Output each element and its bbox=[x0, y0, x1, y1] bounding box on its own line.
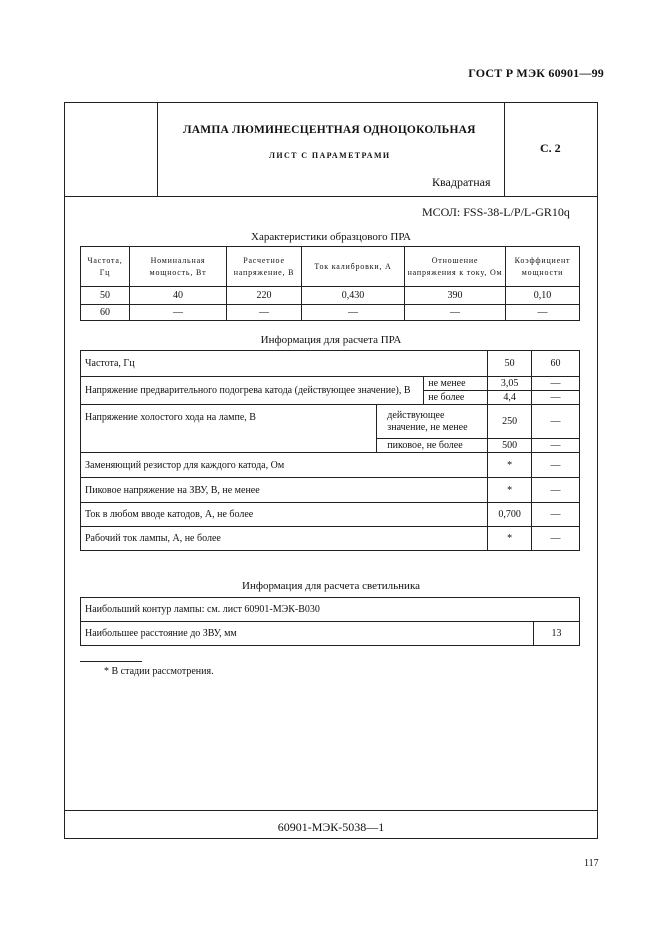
ocv-label: Напряжение холостого хода на лампе, В bbox=[81, 405, 377, 453]
luminaire-table bbox=[80, 597, 580, 646]
row-label: Ток в любом вводе катодов, А, не более bbox=[81, 503, 488, 527]
ocv-rms-50: 250 bbox=[488, 405, 532, 439]
cell: 390 bbox=[405, 287, 506, 305]
table-row bbox=[81, 527, 580, 551]
lamp-title: ЛАМПА ЛЮМИНЕСЦЕНТНАЯ ОДНОЦОКОЛЬНАЯ bbox=[183, 124, 476, 136]
ocv-rms-label: действующее значение, не менее bbox=[377, 405, 488, 439]
page-number: 117 bbox=[584, 858, 599, 869]
ballast-table-caption: Характеристики образцового ПРА bbox=[251, 231, 411, 243]
cell: 50 bbox=[81, 287, 130, 305]
row-value-60: — bbox=[532, 478, 580, 503]
ocv-peak-50: 500 bbox=[488, 439, 532, 453]
title-bottom-line bbox=[65, 196, 597, 197]
row-value-60: — bbox=[532, 503, 580, 527]
header-frequency: Частота, Гц bbox=[81, 247, 130, 287]
row-value-50: * bbox=[488, 453, 532, 478]
distance-label: Наибольшее расстояние до ЗВУ, мм bbox=[81, 622, 534, 646]
ocv-rms-60: — bbox=[532, 405, 580, 439]
sheet-number: 60901-МЭК-5038—1 bbox=[277, 820, 385, 834]
ballast-table bbox=[80, 246, 580, 321]
table-row bbox=[81, 598, 580, 622]
table-row bbox=[81, 453, 580, 478]
freq-50: 50 bbox=[488, 351, 532, 377]
cell: 220 bbox=[227, 287, 302, 305]
ocv-peak-label: пиковое, не более bbox=[377, 439, 488, 453]
footer-top-line bbox=[65, 810, 597, 811]
table-row bbox=[81, 478, 580, 503]
luminaire-table-caption: Информация для расчета светильника bbox=[242, 580, 420, 592]
table-row bbox=[81, 405, 580, 439]
preheat-max-60: — bbox=[532, 391, 580, 405]
table-row bbox=[81, 305, 580, 321]
preheat-min-50: 3,05 bbox=[488, 377, 532, 391]
calc-table-caption: Информация для расчета ПРА bbox=[260, 334, 402, 346]
header-voltage: Расчетное напряжение, В bbox=[227, 247, 302, 287]
cell: — bbox=[130, 305, 227, 321]
table-row bbox=[81, 287, 580, 305]
footnote-rule bbox=[80, 661, 142, 662]
title-divider-left bbox=[157, 103, 158, 196]
preheat-min-label: не менее bbox=[424, 377, 488, 391]
ocv-peak-60: — bbox=[532, 439, 580, 453]
table-row bbox=[81, 351, 580, 377]
document-code: ГОСТ Р МЭК 60901—99 bbox=[468, 66, 604, 80]
footnote: * В стадии рассмотрения. bbox=[104, 666, 214, 677]
contour-info: Наибольший контур лампы: см. лист 60901-МЭК-В030 bbox=[81, 598, 580, 622]
page-label: С. 2 bbox=[540, 141, 561, 155]
table-row bbox=[81, 377, 580, 391]
cell: 0,10 bbox=[506, 287, 580, 305]
row-value-50: * bbox=[488, 478, 532, 503]
header-ratio: Отношение напряжения к току, Ом bbox=[405, 247, 506, 287]
cell: 60 bbox=[81, 305, 130, 321]
lamp-shape: Квадратная bbox=[432, 175, 491, 189]
preheat-min-60: — bbox=[532, 377, 580, 391]
row-value-60: — bbox=[532, 527, 580, 551]
freq-60: 60 bbox=[532, 351, 580, 377]
lamp-designation: МСОЛ: FSS-38-L/P/L-GR10q bbox=[422, 205, 570, 219]
row-value-50: 0,700 bbox=[488, 503, 532, 527]
cell: 0,430 bbox=[302, 287, 405, 305]
row-label: Пиковое напряжение на ЗВУ, В, не менее bbox=[81, 478, 488, 503]
cell: — bbox=[227, 305, 302, 321]
row-value-50: * bbox=[488, 527, 532, 551]
row-label: Заменяющий резистор для каждого катода, Ом bbox=[81, 453, 488, 478]
title-divider-right bbox=[504, 103, 505, 196]
freq-label: Частота, Гц bbox=[81, 351, 488, 377]
table-row bbox=[81, 503, 580, 527]
row-value-60: — bbox=[532, 453, 580, 478]
table-row bbox=[81, 622, 580, 646]
cell: — bbox=[506, 305, 580, 321]
cell: 40 bbox=[130, 287, 227, 305]
distance-value: 13 bbox=[534, 622, 580, 646]
lamp-subtitle: ЛИСТ С ПАРАМЕТРАМИ bbox=[269, 151, 391, 160]
row-label: Рабочий ток лампы, А, не более bbox=[81, 527, 488, 551]
preheat-label: Напряжение предварительного подогрева катода (действующее значение), В bbox=[81, 377, 424, 405]
preheat-max-50: 4,4 bbox=[488, 391, 532, 405]
header-current: Ток калибровки, А bbox=[302, 247, 405, 287]
cell: — bbox=[405, 305, 506, 321]
cell: — bbox=[302, 305, 405, 321]
calc-table bbox=[80, 350, 580, 551]
preheat-max-label: не более bbox=[424, 391, 488, 405]
header-power: Номинальная мощность, Вт bbox=[130, 247, 227, 287]
header-power-factor: Коэффициент мощности bbox=[506, 247, 580, 287]
